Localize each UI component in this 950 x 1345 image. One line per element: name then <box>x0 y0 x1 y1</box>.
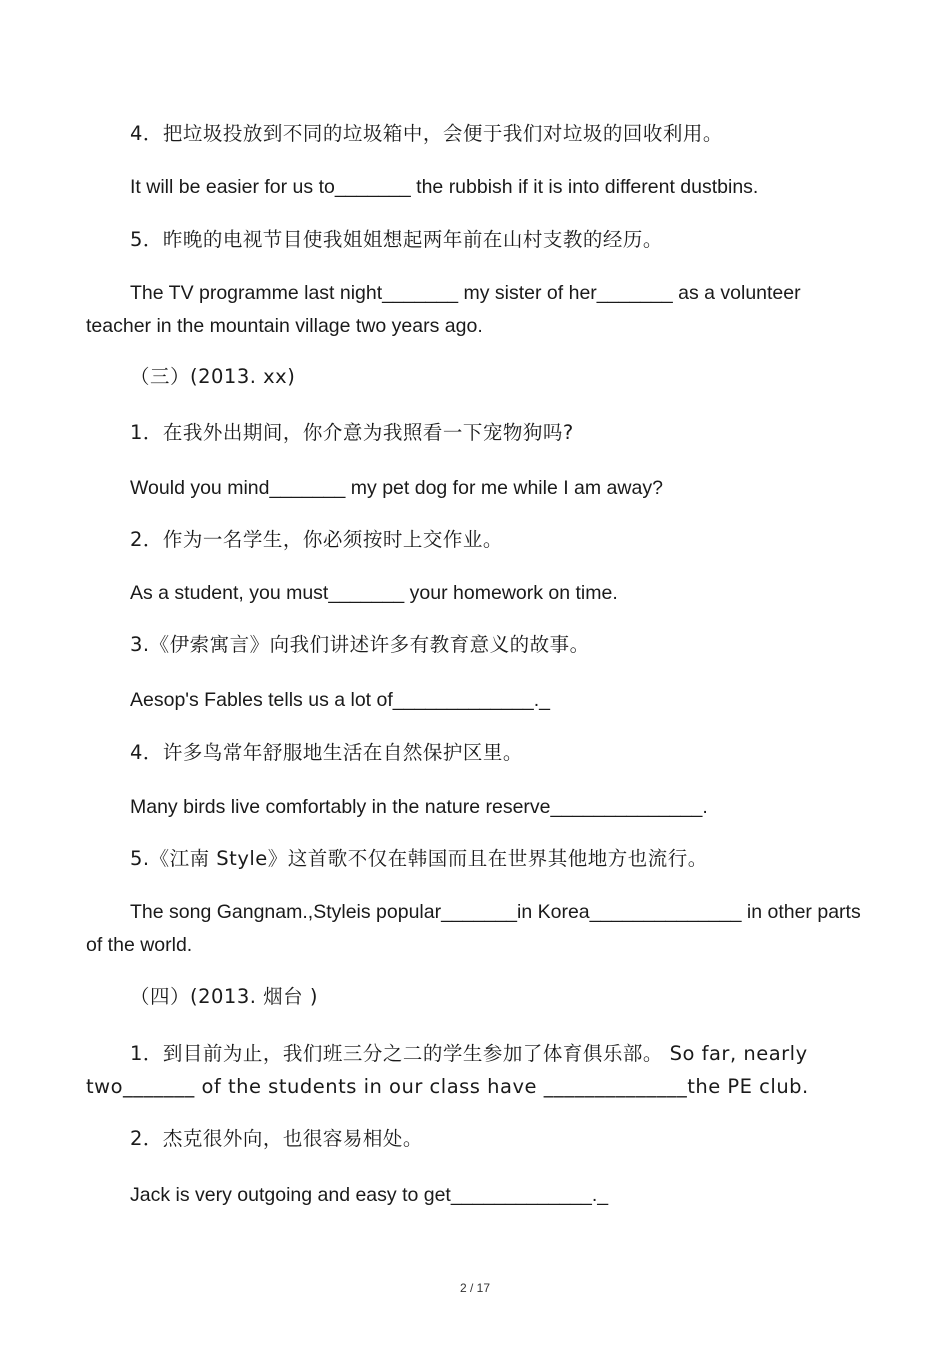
section-4-heading: （四）(2013. 烟台 ) <box>130 985 318 1008</box>
question-3-1-english: Would you mind_______ my pet dog for me while I am away? <box>130 477 663 499</box>
question-4-2-chinese: 2．杰克很外向，也很容易相处。 <box>130 1127 423 1150</box>
question-3-2-chinese: 2．作为一名学生，你必须按时上交作业。 <box>130 528 503 551</box>
question-3-3-chinese: 3.《伊索寓言》向我们讲述许多有教育意义的故事。 <box>130 633 590 656</box>
question-3-4-english: Many birds live comfortably in the nature reserve______________. <box>130 796 708 818</box>
question-3-3-english: Aesop's Fables tells us a lot of_____________._ <box>130 689 551 711</box>
question-3-5-chinese: 5.《江南 Style》这首歌不仅在韩国而且在世界其他地方也流行。 <box>130 847 708 870</box>
question-2-5-chinese: 5．昨晚的电视节目使我姐姐想起两年前在山村支教的经历。 <box>130 228 663 251</box>
page-indicator: 2 / 17 <box>459 1281 491 1295</box>
question-2-5-english: The TV programme last night_______ my sister of her_______ as a volunteer teacher in the mountain village two years ago. <box>86 282 801 337</box>
question-4-2-english: Jack is very outgoing and easy to get_____________._ <box>130 1184 609 1206</box>
question-4-1: 1．到目前为止，我们班三分之二的学生参加了体育俱乐部。 So far, nearly two_______ of the students in our class have ______________the PE club. <box>86 1042 809 1098</box>
question-3-1-chinese: 1．在我外出期间，你介意为我照看一下宠物狗吗? <box>130 421 574 444</box>
question-2-4-english: It will be easier for us to_______ the rubbish if it is into different dustbins. <box>130 176 759 198</box>
question-3-2-english: As a student, you must_______ your homework on time. <box>130 582 618 604</box>
question-3-4-chinese: 4．许多鸟常年舒服地生活在自然保护区里。 <box>130 741 523 764</box>
section-3-heading: （三）(2013. xx) <box>130 365 296 388</box>
question-3-5-english: The song Gangnam.,Styleis popular_______in Korea______________ in other parts of the world. <box>86 901 861 956</box>
question-2-4-chinese: 4．把垃圾投放到不同的垃圾箱中，会便于我们对垃圾的回收利用。 <box>130 122 723 145</box>
